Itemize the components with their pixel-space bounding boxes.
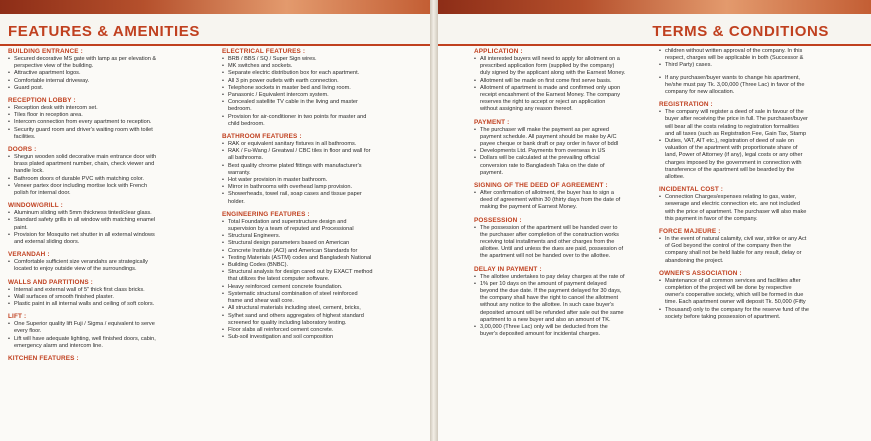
list-item: • Best quality chrome plated fittings with manufacturer's: [222, 163, 418, 170]
list-item: without assigning any reason thereof.: [480, 106, 573, 113]
bullet-list: [8, 210, 205, 246]
list-item: • The company will register a deed of sale in favour of the: [659, 109, 839, 116]
list-item: with the price of apartment. The purchaser will also make: [665, 208, 807, 215]
section-heading: APPLICATION :: [474, 48, 523, 55]
bullet-list: [222, 56, 418, 128]
bullet-list: [474, 225, 650, 261]
list-item: • Reception desk with intercom set.: [8, 105, 205, 112]
section-heading: DOORS :: [8, 146, 37, 154]
list-item: • Thousand) only to the company for the reserve fund of the: [659, 307, 839, 314]
list-item: supervision by a team of reputed and Processional: [228, 226, 354, 233]
list-item: • Third Party) cases.: [659, 62, 839, 69]
bullet-list: [222, 219, 418, 341]
list-item: • Allotment of apartment is made and confirmed only upon: [474, 85, 650, 92]
list-item: • Sub-soil investigation and soil composition: [222, 334, 418, 341]
features-page: [0, 0, 430, 441]
page-gutter: [430, 0, 438, 441]
terms-column-2: [659, 48, 839, 326]
list-item: receiving total installments and other charges from the: [480, 239, 615, 246]
features-title: FEATURES & AMENITIES: [8, 23, 201, 40]
list-item: • Separate electric distribution box for each apartment.: [222, 70, 418, 77]
list-item: land, Power of Attorney (if any), legal costs or any other: [665, 152, 803, 159]
list-item: • Wall surfaces of smooth finished plaster.: [8, 294, 205, 301]
bullet-list: [659, 236, 839, 265]
list-item: • Mirror in bathrooms with overhead lamp provision.: [222, 184, 418, 191]
bullet-list: [8, 259, 205, 273]
section-heading: REGISTRATION :: [659, 101, 713, 109]
list-item: company for new allocation.: [665, 89, 735, 96]
list-item: • Comfortable internal driveway.: [8, 78, 205, 85]
list-item: warranty.: [228, 169, 251, 176]
list-item: • In the event of natural calamity, civil war, strike or any Act: [659, 236, 839, 243]
list-item: • Concealed satellite TV cable in the living and master: [222, 99, 418, 106]
section: [222, 48, 418, 128]
section: [8, 279, 205, 309]
section-heading: INCIDENTAL COST :: [659, 186, 724, 194]
bullet-list: [8, 154, 205, 197]
list-item: and all taxes (such as Registration Fee, Gain Tax, Stamp: [665, 130, 807, 137]
list-item: allottee. Until and unless the dues are paid, possession of: [480, 246, 624, 253]
section-heading: DELAY IN PAYMENT :: [474, 265, 542, 273]
list-item: buyer after receiving the price in full. The purchaser/buyer: [665, 116, 808, 123]
list-item: • All structural materials including steel, cement, bricks,: [222, 305, 418, 312]
list-item: society before taking possession of apartment.: [665, 313, 781, 320]
list-item: will bear all the costs relating to registration formalities: [665, 123, 799, 130]
list-item: • Maintenance of all common services and facilities after: [659, 278, 839, 285]
list-item: • 3,00,000 (Three Lac) only will be deducted from the: [474, 324, 650, 331]
section-heading: LIFT :: [8, 313, 27, 321]
list-item: • The purchaser will make the payment as per agreed: [474, 127, 650, 134]
list-item: owner's cooperative society, which will be formed in due: [665, 292, 804, 299]
section-heading: OWNER'S ASSOCIATION :: [659, 269, 742, 277]
section: [8, 146, 205, 197]
list-item: paint.: [14, 224, 28, 231]
features-column-2: [222, 48, 418, 346]
list-item: without any notice to the allottee. In such case buyer's: [480, 302, 614, 309]
bullet-list: [8, 105, 205, 141]
list-item: time. Each apartment owner will deposit Tk. 50,000 (Fifty: [665, 299, 806, 306]
section-heading: VERANDAH :: [8, 251, 50, 259]
list-item: • Concrete Institute (ACI) and American Standards for: [222, 248, 418, 255]
list-item: • MK switches and sockets.: [222, 63, 418, 70]
list-item: buyer's deposited amount for incidental charges.: [480, 331, 601, 338]
list-item: all bathrooms.: [228, 155, 264, 162]
features-column-1: [8, 48, 205, 367]
list-item: • All 3 pin power outlets with earth connection.: [222, 78, 418, 85]
list-item: • Aluminum sliding with 5mm thickness tinted/clear glass.: [8, 210, 205, 217]
list-item: • Lift will have adequate lighting, well finished doors, cabin,: [8, 336, 205, 343]
list-item: • RAK or equivalent sanitary fixtures in all bathrooms.: [222, 141, 418, 148]
list-item: payment schedule. All payment should be make by A/C: [480, 133, 617, 140]
terms-title: TERMS & CONDITIONS: [652, 23, 829, 40]
list-item: prescribed application form (supplied by the company): [480, 63, 615, 70]
top-color-band: [0, 0, 430, 14]
list-item: screened for quality including laboratory testing.: [228, 319, 347, 326]
bullet-list: [474, 274, 650, 339]
bullet-list: [8, 56, 205, 92]
list-item: the company shall have the right to cancel the allotment: [480, 295, 619, 302]
list-item: allottee.: [665, 174, 685, 181]
section: [474, 182, 650, 212]
list-item: handle lock.: [14, 168, 44, 175]
list-item: • Testing Materials (ASTM) codes and Bangladesh National: [222, 255, 418, 262]
list-item: reserves the right to accept or reject an application: [480, 99, 606, 106]
list-item: • Shegun wooden solid decorative main entrance door with: [8, 154, 205, 161]
list-item: brass plated apartment number, chain, check viewer and: [14, 161, 155, 168]
list-item: completion of the project will be done by respective: [665, 285, 792, 292]
list-item: frame and shear wall core.: [228, 298, 294, 305]
top-color-band: [438, 0, 871, 14]
list-item: charges imposed by the government in connection with: [665, 159, 802, 166]
list-item: • Structural analysis for design cared out by EXACT method: [222, 269, 418, 276]
section: [8, 251, 205, 273]
list-item: • Heavy reinforced cement concrete foundation.: [222, 284, 418, 291]
list-item: beyond the due date. If the payment delayed for 30 days,: [480, 288, 622, 295]
bullet-list: [659, 109, 839, 181]
section-heading: FORCE MAJEURE :: [659, 228, 721, 236]
bullet-list: [8, 321, 205, 350]
list-item: holder.: [228, 198, 245, 205]
list-item: he/she must pay Tk. 3,00,000 (Three Lac) in favor of the: [665, 81, 805, 88]
list-item: • Panasonic / Equivalent intercom system.: [222, 92, 418, 99]
list-item: • Dollars will be calculated at the prevailing official: [474, 155, 650, 162]
list-item: • After confirmation of allotment, the buyer has to sign a: [474, 190, 650, 197]
list-item: child bedroom.: [228, 120, 265, 127]
list-item: the purchaser after completion of the construction works: [480, 231, 619, 238]
section: [474, 217, 650, 261]
list-item: making the payment of Earnest Money.: [480, 204, 577, 211]
list-item: • The allottee undertakes to pay delay charges at the rate of: [474, 274, 650, 281]
list-item: bedroom.: [228, 106, 252, 113]
bullet-list: [659, 75, 839, 97]
section-heading: ENGINEERING FEATURES :: [222, 210, 310, 218]
list-item: • The possession of the apartment will be handed over to: [474, 225, 650, 232]
list-item: • Bathroom doors of durable PVC with matching color.: [8, 176, 205, 183]
terms-column-1: [474, 48, 650, 344]
list-item: • Structural design parameters based on American: [222, 240, 418, 247]
bullet-list: [474, 56, 650, 114]
list-item: • Connection Charges/expenses relating to gas, water,: [659, 194, 839, 201]
section-heading: BUILDING ENTRANCE :: [8, 48, 83, 55]
list-item: • Standard safety grills in all window with matching enamel: [8, 217, 205, 224]
bullet-list: [474, 127, 650, 177]
section-heading: WINDOW/GRILL :: [8, 202, 63, 210]
list-item: located to enjoy outside view of the surroundings.: [14, 266, 137, 273]
list-item: payee cheque or bank draft or pay order in favor of bddl: [480, 141, 619, 148]
list-item: • Hot water provision in master bathroom.: [222, 177, 418, 184]
list-item: this payment in favor of the company.: [665, 215, 758, 222]
bullet-list: [474, 190, 650, 212]
list-item: deed of agreement within 30 (thirty days from the date of: [480, 197, 621, 204]
list-item: • 1% per 10 days on the amount of payment delayed: [474, 281, 650, 288]
section-heading: WALLS AND PARTITIONS :: [8, 278, 93, 286]
section: [8, 313, 205, 350]
list-item: • Provision for air-conditioner in two points for master and: [222, 114, 418, 121]
section: [8, 97, 205, 141]
title-rule: [0, 44, 430, 46]
section: [222, 133, 418, 206]
list-item: • Veneer partex door including mortise lock with French: [8, 183, 205, 190]
list-item: • Duties, VAT, AIT etc.), registration of deed of sale on: [659, 138, 839, 145]
list-item: duly signed by the applicant along with the Earnest Money.: [480, 70, 626, 77]
list-item: • BRB / BBS / SQ / Super Sign wires.: [222, 56, 418, 63]
section: [8, 355, 205, 362]
section: [8, 48, 205, 92]
list-item: the apartment will not be handed over to the allottee.: [480, 253, 611, 260]
list-item: apartment to a new buyer and also an amount of TK.: [480, 316, 611, 323]
list-item: valuation of the apartment with proportionate share of: [665, 145, 798, 152]
section-heading: BATHROOM FEATURES :: [222, 133, 302, 141]
list-item: transference of the apartment will be bearded by the: [665, 166, 795, 173]
section-heading: POSSESSION :: [474, 216, 522, 224]
list-item: • Internal and external wall of 5" thick first class bricks.: [8, 287, 205, 294]
section-heading: SIGNING OF THE DEED OF AGREEMENT :: [474, 182, 608, 190]
bullet-list: [222, 141, 418, 206]
section-heading: KITCHEN FEATURES :: [8, 355, 79, 363]
list-item: • RAK / Fu-Wang / Greatwal / CBC tiles in floor and wall for: [222, 148, 418, 155]
list-item: company shall not be held liable for any result, delay or: [665, 250, 802, 257]
list-item: polish for internal door.: [14, 190, 71, 197]
list-item: deposited amount will be refunded after sale out the same: [480, 309, 624, 316]
list-item: receipt encashment of the Earnest Money. The company: [480, 92, 621, 99]
section: [659, 75, 839, 97]
list-item: • Floor slabs all reinforced cement concrete.: [222, 327, 418, 334]
list-item: • Telephone sockets in master bed and living room.: [222, 85, 418, 92]
section: [474, 266, 650, 339]
terms-page: [438, 0, 871, 441]
section: [474, 48, 650, 114]
section-heading: RECEPTION LOBBY :: [8, 97, 76, 105]
list-item: of God beyond the control of the company then the: [665, 243, 791, 250]
bullet-list: [8, 287, 205, 309]
list-item: facilities.: [14, 133, 36, 140]
list-item: • If any purchaser/buyer wants to change his apartment,: [659, 75, 839, 82]
section: [222, 211, 418, 341]
list-item: • Structural Engineers.: [222, 233, 418, 240]
list-item: • Allotment will be made on first come first serve basis.: [474, 78, 650, 85]
list-item: • children without written approval of the company. In this: [659, 48, 839, 55]
section: [474, 119, 650, 177]
list-item: perspective view of the building.: [14, 63, 94, 70]
section-heading: PAYMENT :: [474, 118, 510, 126]
list-item: and external sliding doors.: [14, 239, 80, 246]
list-item: • All interested buyers will need to apply for allotment on a: [474, 56, 650, 63]
list-item: • Tiles floor in reception area.: [8, 112, 205, 119]
list-item: conversion rate to Bangladesh Taka on the date of: [480, 162, 605, 169]
section: [8, 202, 205, 246]
list-item: • Developments Ltd. Payments from overseas in US: [474, 148, 650, 155]
list-item: respect, charges will be applicable in both (Successor &: [665, 55, 804, 62]
section: [659, 228, 839, 265]
section-heading: ELECTRICAL FEATURES :: [222, 48, 306, 55]
list-item: • Attractive apartment logos.: [8, 70, 205, 77]
section: [659, 270, 839, 321]
list-item: • Intercom connection from every apartment to reception.: [8, 119, 205, 126]
list-item: • Plastic paint in all internal walls and ceiling of soft colors.: [8, 301, 205, 308]
list-item: • Provision for Mosquito net shutter in all external windows: [8, 232, 205, 239]
bullet-list: [659, 194, 839, 223]
list-item: • Comfortable sufficient size verandahs are strategically: [8, 259, 205, 266]
list-item: • Security guard room and driver's waiting room with toilet: [8, 127, 205, 134]
section: [659, 186, 839, 223]
list-item: • Building Codes (BNBC).: [222, 262, 418, 269]
list-item: • Showerheads, towel rail, soap cases and tissue paper: [222, 191, 418, 198]
list-item: • Total Foundation and superstructure design and: [222, 219, 418, 226]
section: [659, 48, 839, 70]
bullet-list: [659, 48, 839, 70]
list-item: • Sylhet sand and others aggregates of highest standard: [222, 313, 418, 320]
list-item: every floor.: [14, 328, 42, 335]
list-item: sewerage and electric connection etc. are not included: [665, 201, 800, 208]
list-item: emergency alarm and intercom line.: [14, 342, 103, 349]
bullet-list: [659, 278, 839, 321]
list-item: that utilizes the latest computer software.: [228, 276, 330, 283]
title-rule: [438, 44, 871, 46]
list-item: • Secured decorative MS gate with lamp as per elevation &: [8, 56, 205, 63]
list-item: • One Superior quality lift Fuji / Sigma / equivalent to serve: [8, 321, 205, 328]
section: [659, 101, 839, 181]
list-item: abandoning the project.: [665, 257, 724, 264]
list-item: • Systematic structural combination of steel reinforced: [222, 291, 418, 298]
list-item: • Guard post.: [8, 85, 205, 92]
list-item: payment.: [480, 169, 504, 176]
